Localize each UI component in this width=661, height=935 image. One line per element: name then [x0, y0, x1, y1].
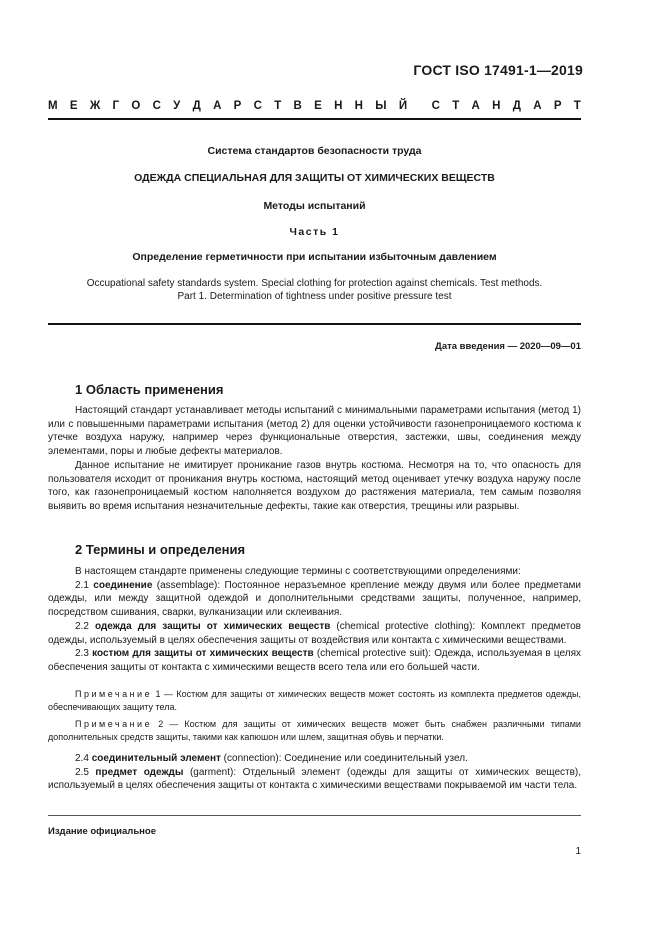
- term-number: 2.5: [75, 766, 89, 778]
- section-2-intro: В настоящем стандарте применены следующие термины с соответствующими определениями:: [75, 566, 521, 577]
- term-2-5: [48, 766, 581, 793]
- term-2-3: [48, 647, 581, 674]
- banner-letter: Р: [233, 100, 242, 112]
- note-number: 2 —: [158, 719, 179, 729]
- banner-letter: Й: [398, 100, 408, 112]
- section-2-body-b: [48, 752, 581, 793]
- note-label: Примечание: [75, 689, 153, 699]
- main-title: ОДЕЖДА СПЕЦИАЛЬНАЯ ДЛЯ ЗАЩИТЫ ОТ ХИМИЧЕСКИХ ВЕЩЕСТВ: [134, 172, 495, 184]
- banner-letter: С: [152, 100, 161, 112]
- banner-letter: Д: [512, 100, 521, 112]
- methods-title: Методы испытаний: [263, 200, 366, 212]
- section-1-paragraph-2: Данное испытание не имитирует проникание газов внутрь костюма. Несмотря на то, что опасность для пользователя исходит от проникания внутрь костюма, настоящий метод оценивает утечку воздуха наружу после того, как газонепроницаемый костюм наполняется воздухом до растяжения материала, тем самым позволяя выявить во время испытания незначительные дефекты, такие как отверстия, трещины или разрывы.: [48, 459, 581, 512]
- term-english: (chemical protective suit):: [316, 648, 431, 660]
- term-number: 2.2: [75, 620, 89, 632]
- banner-letter: У: [173, 100, 181, 112]
- section-2-body-a: [48, 565, 581, 675]
- banner-letter: О: [131, 100, 141, 112]
- term-english: (connection):: [223, 753, 282, 764]
- banner-letter: С: [431, 100, 440, 112]
- banner-letter: Н: [492, 100, 501, 112]
- note-number: 1 —: [155, 689, 173, 699]
- standard-number: ГОСТ ISO 17491-1—2019: [413, 62, 583, 78]
- header-rule: [48, 118, 581, 120]
- banner-letter: Т: [274, 100, 282, 112]
- system-title: Система стандартов безопасности труда: [207, 145, 422, 157]
- term-name: предмет одежды: [95, 766, 184, 778]
- term-english: (chemical protective clothing):: [336, 620, 476, 632]
- term-english: (garment):: [189, 766, 237, 778]
- page-number: 1: [575, 846, 581, 857]
- term-2-1: [48, 579, 581, 620]
- note-text: Костюм для защиты от химических веществ может состоять из комплекта предметов одежды, обеспечивающих защиту тела.: [48, 689, 581, 712]
- banner-letter: Ы: [375, 100, 387, 112]
- note-1: [48, 688, 581, 713]
- banner-letter: Е: [314, 100, 322, 112]
- banner-letter: М: [48, 100, 58, 112]
- term-definition: Комплект предметов одежды, используемый в целях обеспечения защиты от воздействия или контакта с химическими веществами.: [48, 620, 581, 646]
- title-rule: [48, 323, 581, 325]
- edition-label: Издание официальное: [48, 826, 156, 837]
- term-name: соединение: [93, 579, 153, 591]
- term-number: 2.4: [75, 753, 89, 764]
- section-1-paragraph-1: Настоящий стандарт устанавливает методы испытаний с минимальными параметрами испытания (метод 1) или с повышенными параметрами испытания (метод 2) для оценки устойчивости газонепроницаемого костюма к утечке воздуха наружу, например через функциональные отверстия, застежки, швы, соединения между элементами, поры и любые дефекты материалов.: [48, 405, 581, 458]
- note-label: Примечание: [75, 719, 153, 729]
- banner-letter: Н: [354, 100, 363, 112]
- banner-letter: Е: [69, 100, 78, 112]
- term-definition: Одежда, используемая в целях обеспечения защиты от контакта с химическими веществ всего тела или его большей части.: [48, 648, 581, 673]
- term-name: костюм для защиты от химических веществ: [92, 648, 314, 660]
- banner-letter: Т: [452, 100, 460, 112]
- english-title: [48, 277, 581, 303]
- term-definition: Соединение или соединительный узел.: [284, 753, 468, 764]
- banner-letter: Т: [573, 100, 581, 112]
- banner-letter: А: [213, 100, 222, 112]
- term-definition: Отдельный элемент (одежды для защиты от химических веществ), используемый в целях обеспечения защиты от контакта с химическими веществами покрываемой им части тела.: [48, 766, 582, 792]
- section-2-heading: 2 Термины и определения: [75, 542, 246, 557]
- banner-letter: Д: [192, 100, 201, 112]
- term-2-2: [48, 620, 581, 647]
- term-definition: Постоянное неразъемное крепление между двумя или более предметами одежды, или между защитной одеждой и дополнительными средствами защиты, полученное, например, посредством сшивания, сварки, вулканизации или склеивания.: [48, 579, 582, 619]
- section-1-heading: 1 Область применения: [75, 382, 224, 397]
- banner-letter: А: [471, 100, 480, 112]
- term-number: 2.3: [75, 648, 89, 660]
- banner-letter: Ж: [89, 100, 101, 112]
- term-number: 2.1: [75, 579, 89, 591]
- section-1-body: [48, 404, 581, 514]
- banner-letter: С: [253, 100, 262, 112]
- interstate-standard-banner: [48, 100, 581, 112]
- term-name: одежда для защиты от химических веществ: [94, 620, 331, 632]
- note-2: [48, 718, 581, 743]
- note-text: Костюм для защиты от химических веществ может быть снабжен различными типами дополнительных средств защиты, такими как капюшон или шлем, защитная обувь и перчатки.: [48, 719, 581, 742]
- english-title-line-2: Part 1. Determination of tightness under positive pressure test: [177, 291, 452, 302]
- banner-letter: Г: [112, 100, 120, 112]
- term-english: (assemblage):: [156, 579, 221, 591]
- subtitle: Определение герметичности при испытании избыточным давлением: [132, 251, 497, 263]
- banner-letter: Р: [553, 100, 562, 112]
- notes-block: [48, 688, 581, 743]
- banner-letter: Н: [334, 100, 343, 112]
- term-name: соединительный элемент: [91, 753, 221, 764]
- introduction-date: Дата введения — 2020—09—01: [435, 341, 581, 352]
- banner-letter: В: [293, 100, 302, 112]
- footer-rule: [48, 815, 581, 816]
- term-2-4: [48, 752, 581, 766]
- part-title: Часть 1: [289, 226, 340, 238]
- english-title-line-1: Occupational safety standards system. Special clothing for protection against chemicals. Test methods.: [86, 278, 543, 289]
- banner-letter: А: [533, 100, 542, 112]
